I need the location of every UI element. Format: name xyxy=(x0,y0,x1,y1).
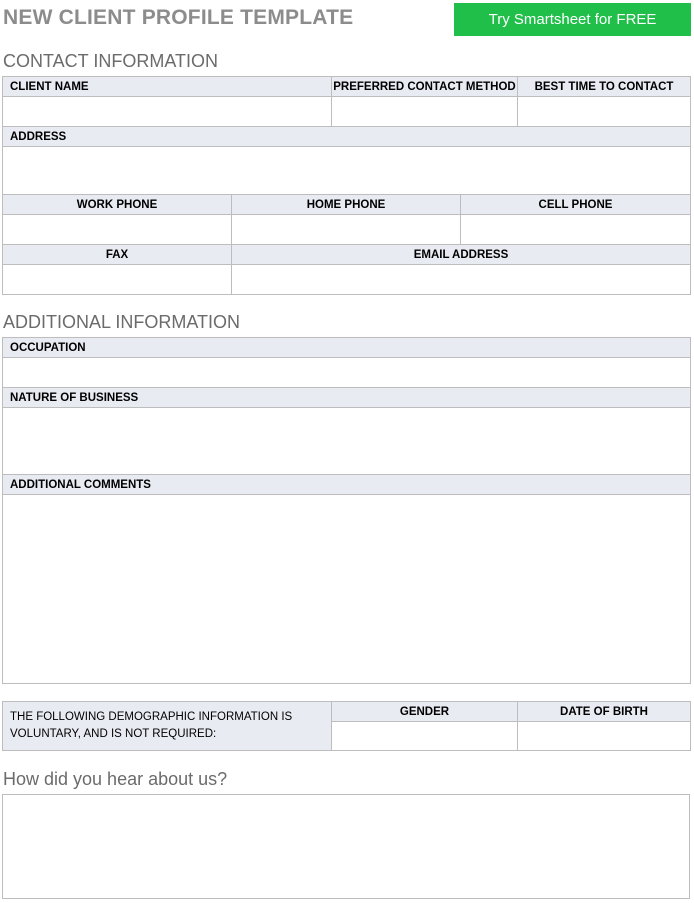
email-address-field[interactable] xyxy=(232,265,691,295)
best-time-to-contact-field[interactable] xyxy=(518,97,691,127)
hear-about-us-field[interactable] xyxy=(2,794,690,899)
home-phone-field[interactable] xyxy=(232,215,461,245)
additional-info-table xyxy=(2,337,691,684)
hear-about-us-title: How did you hear about us? xyxy=(3,769,228,789)
address-label: ADDRESS xyxy=(3,127,691,147)
work-phone-field[interactable] xyxy=(3,215,232,245)
date-of-birth-field[interactable] xyxy=(518,722,691,751)
work-phone-label: WORK PHONE xyxy=(3,195,232,215)
address-field[interactable] xyxy=(3,147,691,195)
try-smartsheet-button[interactable]: Try Smartsheet for FREE xyxy=(454,3,691,36)
additional-comments-field[interactable] xyxy=(3,495,691,684)
date-of-birth-label: DATE OF BIRTH xyxy=(518,702,691,722)
nature-of-business-label: NATURE OF BUSINESS xyxy=(3,388,691,408)
occupation-field[interactable] xyxy=(3,358,691,388)
home-phone-label: HOME PHONE xyxy=(232,195,461,215)
email-address-label: EMAIL ADDRESS xyxy=(232,245,691,265)
fax-label: FAX xyxy=(3,245,232,265)
client-name-label: CLIENT NAME xyxy=(3,77,332,97)
preferred-contact-method-field[interactable] xyxy=(332,97,518,127)
cell-phone-field[interactable] xyxy=(461,215,691,245)
demographic-note: THE FOLLOWING DEMOGRAPHIC INFORMATION IS VOLUNTARY, AND IS NOT REQUIRED: xyxy=(3,702,332,751)
demographic-table xyxy=(2,701,691,751)
client-name-field[interactable] xyxy=(3,97,332,127)
preferred-contact-method-label: PREFERRED CONTACT METHOD xyxy=(332,77,518,97)
additional-comments-label: ADDITIONAL COMMENTS xyxy=(3,475,691,495)
gender-label: GENDER xyxy=(332,702,518,722)
phone-table xyxy=(2,194,691,245)
fax-email-table xyxy=(2,244,691,295)
gender-field[interactable] xyxy=(332,722,518,751)
best-time-to-contact-label: BEST TIME TO CONTACT xyxy=(518,77,691,97)
cell-phone-label: CELL PHONE xyxy=(461,195,691,215)
fax-field[interactable] xyxy=(3,265,232,295)
contact-info-table xyxy=(2,76,691,195)
nature-of-business-field[interactable] xyxy=(3,408,691,475)
occupation-label: OCCUPATION xyxy=(3,338,691,358)
contact-section-title: CONTACT INFORMATION xyxy=(3,51,218,71)
additional-section-title: ADDITIONAL INFORMATION xyxy=(3,312,241,332)
page-title: NEW CLIENT PROFILE TEMPLATE xyxy=(3,6,354,29)
